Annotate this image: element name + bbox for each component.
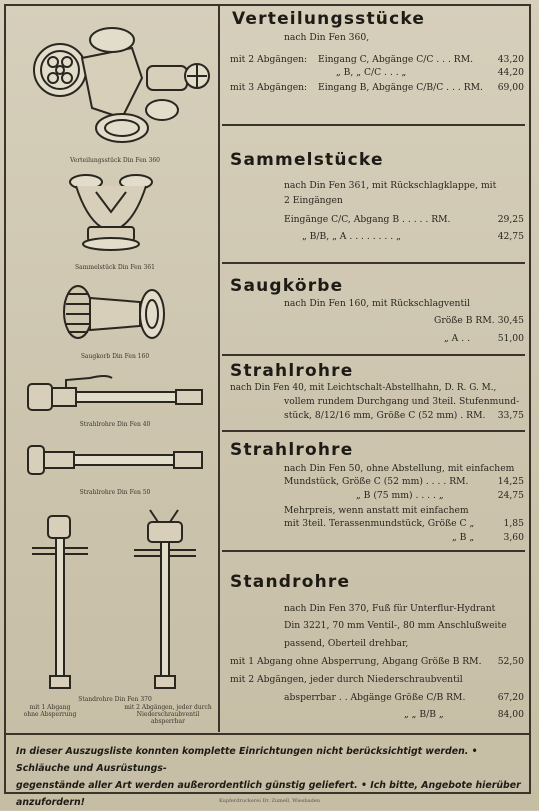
s3-line3: „ A . .: [444, 333, 470, 344]
caption-nozzle-40: Strahlrohre Din Fen 40: [79, 421, 151, 428]
distributor-illustration: [22, 18, 212, 153]
s2-line3: Eingänge C/C, Abgang B . . . . . RM.: [284, 214, 451, 225]
nozzle-illustration: [26, 442, 204, 478]
s5-price4: 3,60: [503, 532, 524, 543]
s3-price2: 51,00: [497, 333, 524, 344]
title-standrohre: Standrohre: [230, 572, 351, 592]
divider-3: [222, 354, 525, 356]
s6-line5: mit 2 Abgängen, jeder durch Niederschraubventil: [230, 674, 463, 685]
caption-nozzle-50: Strahlrohre Din Fen 50: [79, 489, 151, 496]
caption-collector: Sammelstück Din Fen 361: [75, 264, 155, 271]
s6-line1: nach Din Fen 370, Fuß für Unterflur-Hydrant: [284, 603, 496, 614]
s1-price2: 44,20: [497, 67, 524, 78]
s6-line7: „ „ B/B „: [404, 709, 444, 720]
footer-line1: In dieser Auszugsliste konnten komplette Einrichtungen nicht berücksichtigt werden. • Schläuche und Ausrüstungs-: [16, 746, 478, 774]
s2-price2: 42,75: [497, 231, 524, 242]
s6-line6: absperrbar . . Abgänge Größe C/B RM.: [284, 692, 466, 703]
caption-distributor: Verteilungsstück Din Fen 360: [69, 157, 161, 164]
s4-line3: stück, 8/12/16 mm, Größe C (52 mm) . RM.: [284, 410, 486, 421]
s3-price1: 30,45: [497, 315, 524, 326]
caption-standpipe-c: mit 2 Abgängen, jeder durch: [124, 704, 212, 711]
s5-line6: „ B „: [452, 532, 475, 543]
title-strahlrohre-40: Strahlrohre: [230, 361, 354, 381]
nozzle-with-valve-illustration: [26, 372, 204, 416]
s5-price2: 24,75: [497, 490, 524, 501]
s1-line4-label: mit 3 Abgängen:: [230, 82, 308, 93]
s6-price1: 52,50: [497, 656, 524, 667]
s1-line3: „ B, „ C/C . . . „: [336, 67, 407, 78]
s3-line2: Größe B RM.: [434, 315, 495, 326]
s2-price1: 29,25: [497, 214, 524, 225]
s4-line1: nach Din Fen 40, mit Leichtschalt-Abstellhahn, D. R. G. M.,: [230, 383, 497, 393]
divider-1: [222, 124, 525, 126]
title-strahlrohre-50: Strahlrohre: [230, 440, 354, 460]
standpipe-illustration: [30, 506, 200, 692]
s5-line1: nach Din Fen 50, ohne Abstellung, mit einfachem: [284, 463, 515, 474]
caption-standpipe-a: mit 1 Abgang: [29, 704, 71, 711]
s1-line2-label: mit 2 Abgängen:: [230, 54, 308, 65]
title-verteilungsstuecke: Verteilungsstücke: [232, 9, 426, 29]
title-sammelstuecke: Sammelstücke: [230, 150, 384, 170]
title-saugkoerbe: Saugkörbe: [230, 276, 344, 296]
footer-line2: gegenstände aller Art werden außerordentlich günstig geliefert. • Ich bitte, Angebote hierüber anzufordern!: [16, 780, 521, 808]
s1-price3: 69,00: [497, 82, 524, 93]
divider-4: [222, 430, 525, 432]
caption-suction-basket: Saugkorb Din Fen 160: [80, 353, 150, 360]
s6-line4: mit 1 Abgang ohne Absperrung, Abgang Größe B RM.: [230, 656, 482, 667]
divider-2: [222, 262, 525, 264]
caption-standpipe-b: ohne Absperrung: [23, 711, 77, 718]
s1-line2: Eingang C, Abgänge C/C . . . RM.: [318, 54, 474, 65]
suction-basket-illustration: [60, 280, 170, 350]
s4-price1: 33,75: [497, 410, 524, 421]
s5-line2: Mundstück, Größe C (52 mm) . . . . RM.: [284, 476, 469, 487]
caption-standpipe-d: Niederschraubventil: [136, 711, 200, 718]
s2-line2: 2 Eingängen: [284, 195, 343, 206]
divider-5: [222, 550, 525, 552]
s5-line5: mit 3teil. Terassenmundstück, Größe C „: [284, 518, 475, 529]
s5-line4: Mehrpreis, wenn anstatt mit einfachem: [284, 505, 469, 516]
caption-standpipe-e: absperrbar: [151, 718, 185, 725]
s6-price2: 67,20: [497, 692, 524, 703]
s6-price3: 84,00: [497, 709, 524, 720]
collector-illustration: [66, 172, 156, 254]
s6-line3: passend, Oberteil drehbar,: [284, 638, 409, 649]
s6-line2: Din 3221, 70 mm Ventil-, 80 mm Anschlußweite: [284, 620, 507, 631]
s1-line4: Eingang B, Abgänge C/B/C . . . RM.: [318, 82, 483, 93]
s3-line1: nach Din Fen 160, mit Rückschlagventil: [284, 298, 471, 309]
s4-line2: vollem rundem Durchgang und 3teil. Stufenmund-: [284, 396, 520, 407]
printer-imprint: Kupferdruckerei Dr. Zumell, Wiesbaden: [219, 798, 320, 804]
s5-line3: „ B (75 mm) . . . . „: [356, 490, 444, 501]
s2-line1: nach Din Fen 361, mit Rückschlagklappe, mit: [284, 180, 497, 191]
s5-price3: 1,85: [503, 518, 524, 529]
s1-price1: 43,20: [497, 54, 524, 65]
s2-line4: „ B/B, „ A . . . . . . . . „: [302, 231, 401, 242]
s5-price1: 14,25: [497, 476, 524, 487]
s1-line1: nach Din Fen 360,: [284, 32, 370, 43]
caption-standpipe: Standrohre Din Fen 370: [78, 696, 152, 703]
